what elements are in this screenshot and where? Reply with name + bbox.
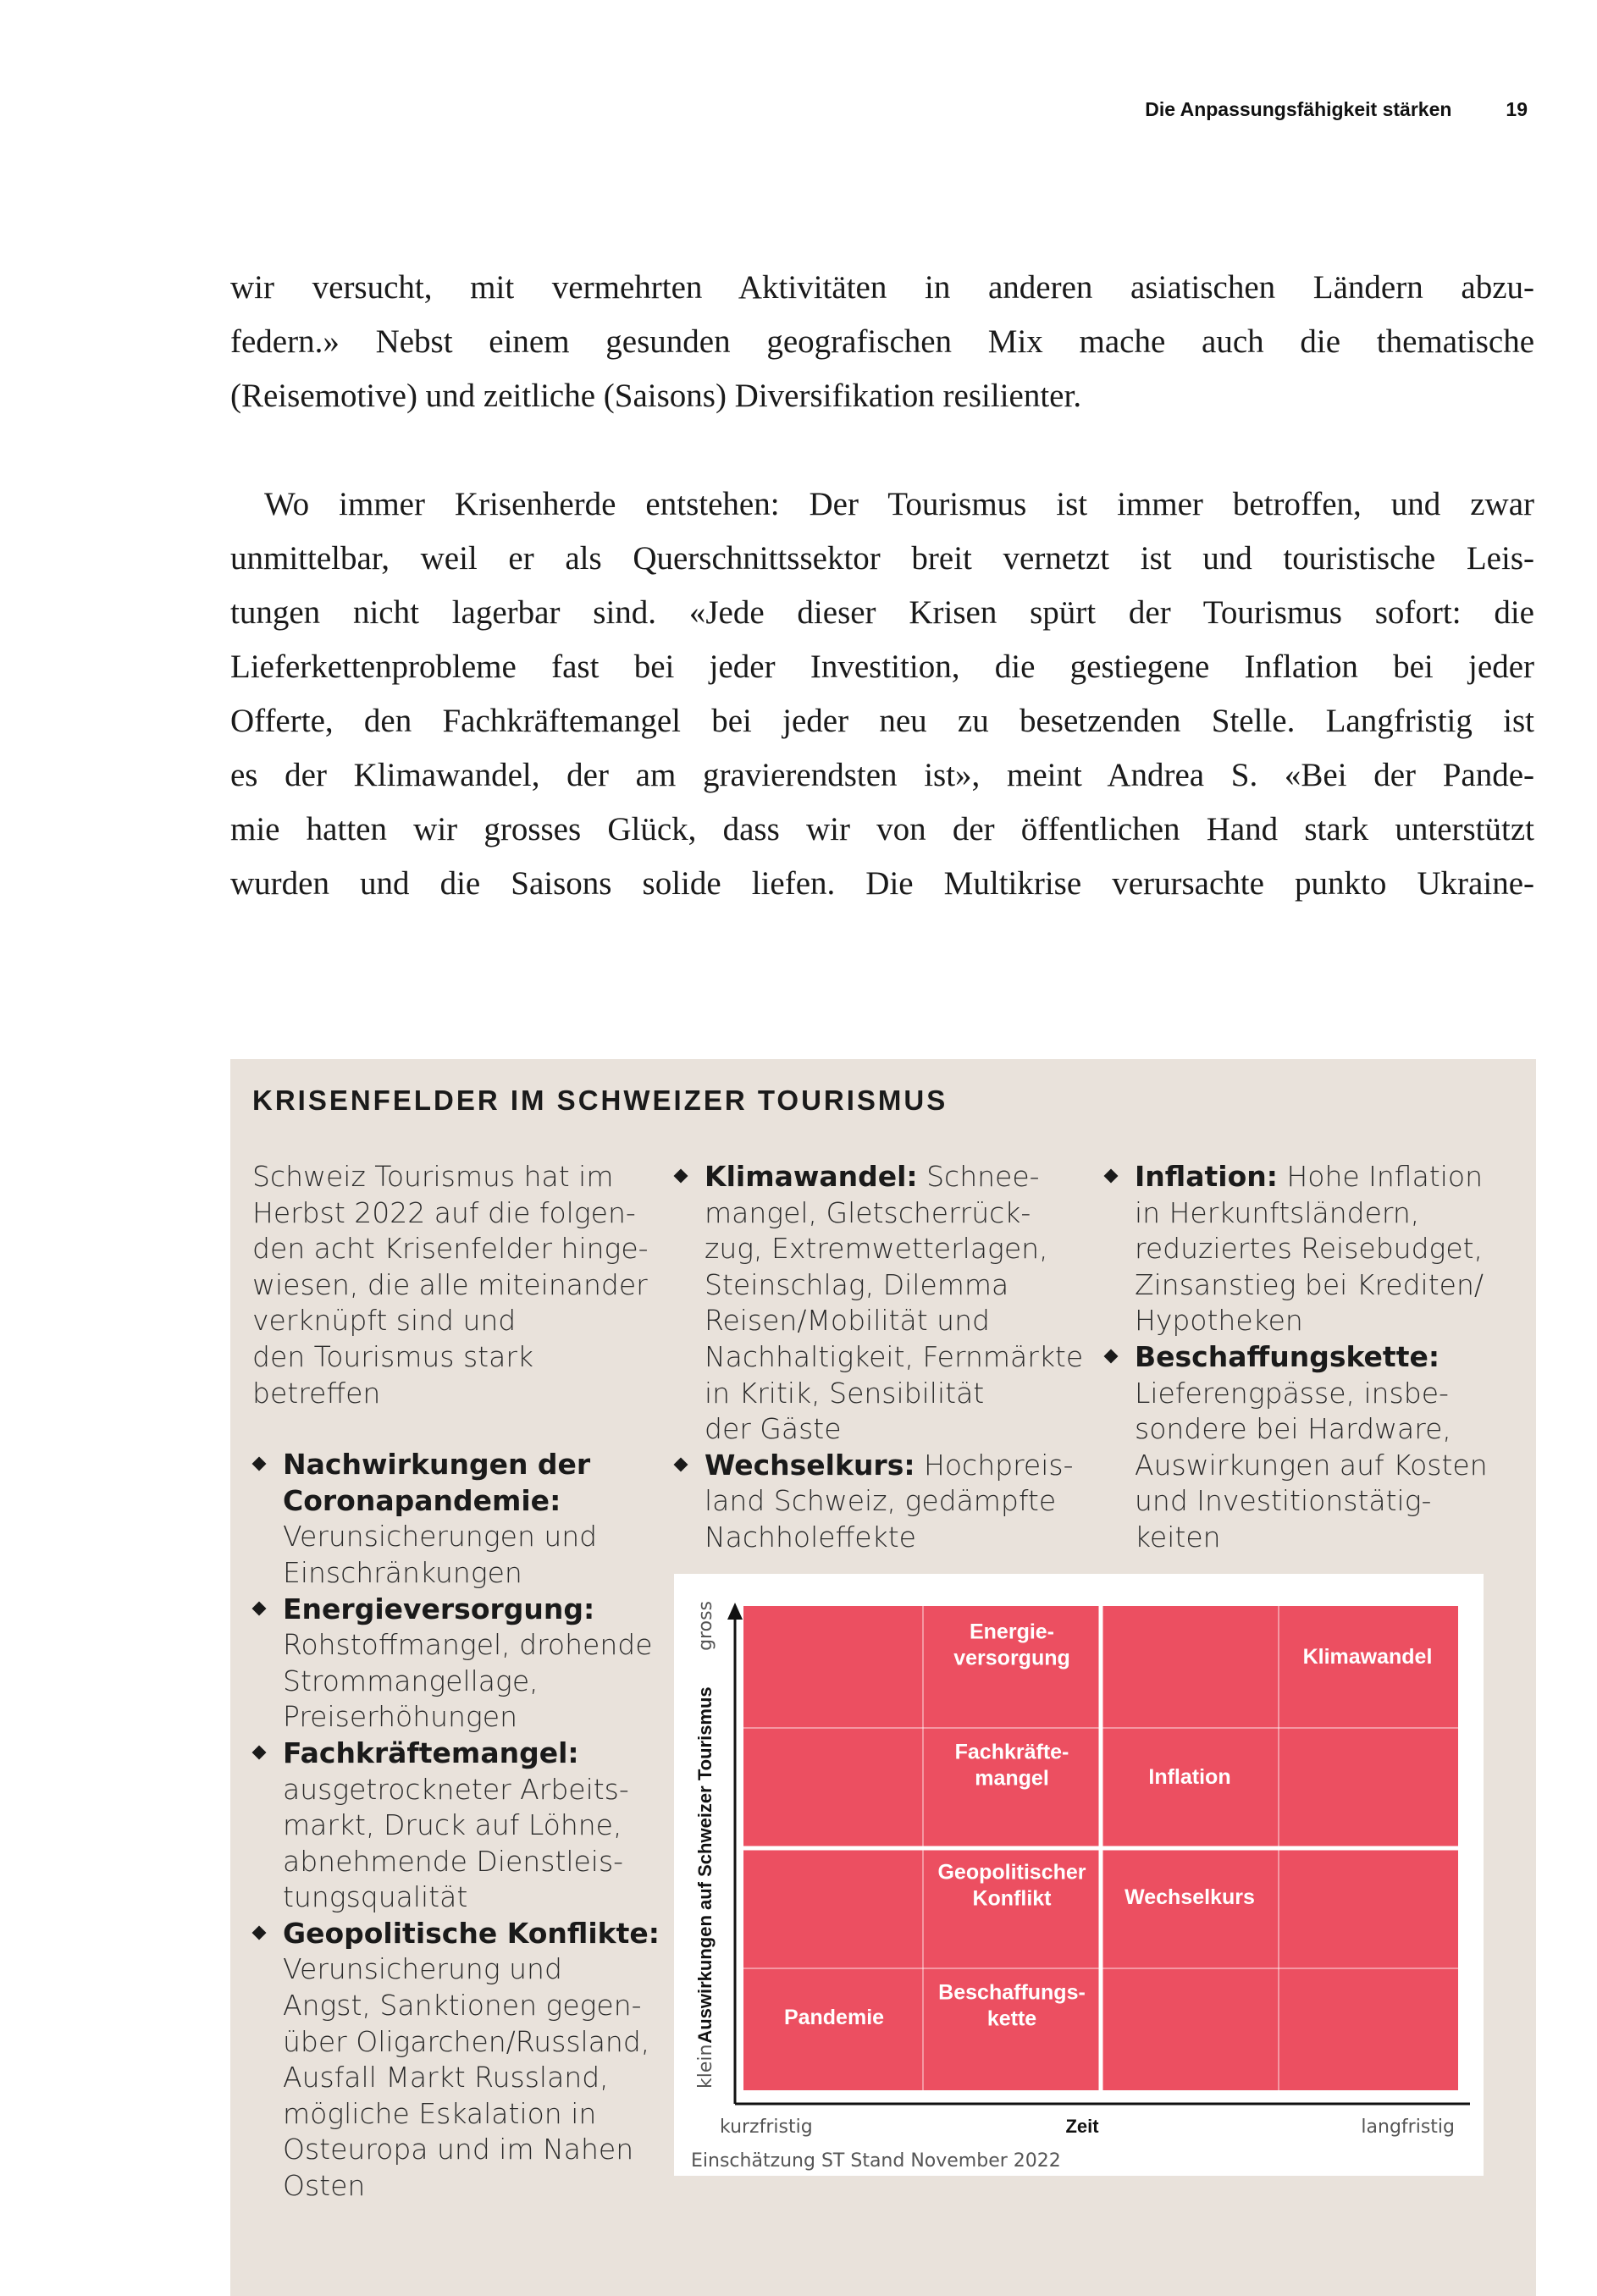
list-item bbox=[252, 1447, 650, 1591]
item-text: Reisen/Mobilität und bbox=[705, 1304, 990, 1338]
item-text: Hohe Inflation bbox=[1277, 1160, 1484, 1193]
matrix-cell-label-line: Inflation bbox=[1148, 1765, 1231, 1789]
item-title: Klimawandel: bbox=[705, 1160, 918, 1193]
item-text: Nachhaltigkeit, Fernmärkte bbox=[705, 1339, 1084, 1373]
paragraph-2 bbox=[230, 477, 1534, 911]
item-text: in Herkunftsländern, bbox=[1135, 1195, 1420, 1229]
text-line: tungen nicht lagerbar sind. «Jede dieser Krisen spürt der Tourismus sofort: die bbox=[230, 594, 1534, 631]
diamond-bullet-icon bbox=[252, 1925, 267, 1940]
matrix-cell-label-line: Fachkräfte- bbox=[954, 1740, 1069, 1764]
diamond-bullet-icon bbox=[252, 1601, 267, 1615]
list-item bbox=[674, 1159, 1084, 1448]
matrix-cell-label bbox=[1303, 1645, 1433, 1669]
matrix-cell-label-line: Konflikt bbox=[972, 1886, 1052, 1911]
item-text: Ausfall Markt Russland, bbox=[283, 2061, 609, 2095]
item-text: Hochpreis- bbox=[915, 1448, 1074, 1482]
list-item bbox=[1104, 1159, 1519, 1339]
item-text: und Investitionstätig- bbox=[1135, 1484, 1432, 1518]
diamond-bullet-icon bbox=[252, 1457, 267, 1471]
matrix-cell-label bbox=[1125, 1885, 1255, 1909]
item-text: Lieferengpässe, insbe- bbox=[1135, 1376, 1449, 1410]
running-head bbox=[999, 98, 1528, 121]
item-text: Angst, Sanktionen gegen- bbox=[283, 1989, 642, 2023]
item-title: Beschaffungskette: bbox=[1135, 1339, 1440, 1373]
x-axis-low-label: kurzfristig bbox=[720, 2117, 813, 2138]
item-text: Auswirkungen auf Kosten bbox=[1135, 1448, 1488, 1482]
item-text: Nachholeffekte bbox=[705, 1520, 916, 1554]
section-title: Die Anpassungsfähigkeit stärken bbox=[1145, 98, 1452, 120]
intro-line: Schweiz Tourismus hat im bbox=[252, 1160, 614, 1193]
list-item bbox=[674, 1448, 1080, 1556]
item-title: Nachwirkungen der bbox=[283, 1448, 591, 1482]
matrix-cell-label-line: Energie- bbox=[969, 1620, 1055, 1644]
matrix-cell-label-line: kette bbox=[986, 2006, 1037, 2031]
matrix-cell-label-line: mangel bbox=[975, 1766, 1049, 1791]
item-text: über Oligarchen/Russland, bbox=[283, 2024, 650, 2058]
info-box bbox=[230, 1059, 1536, 2296]
item-text: sondere bei Hardware, bbox=[1135, 1412, 1451, 1446]
intro-line: betreffen bbox=[252, 1376, 381, 1410]
diamond-bullet-icon bbox=[674, 1457, 688, 1471]
column-2 bbox=[674, 1159, 1084, 1556]
y-axis-arrow-icon bbox=[727, 1603, 743, 1620]
item-text: markt, Druck auf Löhne, bbox=[283, 1808, 622, 1842]
text-line: federn.» Nebst einem gesunden geografischen Mix mache auch die thematische bbox=[230, 323, 1534, 360]
item-title: Fachkräftemangel: bbox=[283, 1736, 579, 1769]
item-text: land Schweiz, gedämpfte bbox=[705, 1484, 1057, 1518]
item-text: der Gäste bbox=[705, 1412, 842, 1446]
item-title: Inflation: bbox=[1135, 1160, 1278, 1193]
item-title: Geopolitische Konflikte: bbox=[283, 1916, 660, 1950]
item-text: Osten bbox=[283, 2169, 366, 2203]
matrix-cell-label-line: Wechselkurs bbox=[1125, 1885, 1255, 1909]
item-text: Strommangellage, bbox=[283, 1664, 539, 1697]
text-line: (Reisemotive) und zeitliche (Saisons) Diversifikation resilienter. bbox=[230, 378, 1082, 414]
x-axis-high-label: langfristig bbox=[1361, 2117, 1455, 2138]
item-text: Schnee- bbox=[917, 1160, 1040, 1193]
item-text: Einschränkungen bbox=[283, 1555, 522, 1589]
text-line: wir versucht, mit vermehrten Aktivitäten in anderen asiatischen Ländern abzu- bbox=[230, 269, 1534, 306]
diamond-bullet-icon bbox=[1104, 1349, 1119, 1363]
intro-line: verknüpft sind und bbox=[252, 1304, 517, 1338]
text-line: Lieferkettenprobleme fast bei jeder Investition, die gestiegene Inflation bei jeder bbox=[230, 649, 1534, 685]
paragraph-1 bbox=[230, 261, 1534, 423]
item-text: in Kritik, Sensibilität bbox=[705, 1376, 985, 1410]
x-axis-label: Zeit bbox=[1065, 2116, 1099, 2137]
matrix-svg bbox=[674, 1574, 1484, 2176]
matrix-cell-label bbox=[784, 2006, 884, 2029]
box-title: KRISENFELDER IM SCHWEIZER TOURISMUS bbox=[252, 1085, 948, 1116]
text-line: Wo immer Krisenherde entstehen: Der Tourismus ist immer betroffen, und zwar bbox=[264, 486, 1534, 522]
intro-line: den acht Krisenfelder hinge- bbox=[252, 1232, 649, 1266]
list-item bbox=[252, 1736, 650, 1916]
item-text: mögliche Eskalation in bbox=[283, 2096, 597, 2130]
matrix-cell-label-line: Geopolitischer bbox=[937, 1860, 1086, 1885]
column-1 bbox=[252, 1159, 660, 2205]
y-axis-low-label: klein bbox=[695, 2044, 716, 2089]
item-text: zug, Extremwetterlagen, bbox=[705, 1232, 1048, 1266]
matrix-cell-label-line: Pandemie bbox=[783, 2006, 885, 2029]
diamond-bullet-icon bbox=[674, 1169, 688, 1184]
text-line: Offerte, den Fachkräftemangel bei jeder neu zu besetzenden Stelle. Langfristig ist bbox=[230, 703, 1534, 739]
y-axis-label: Auswirkungen auf Schweizer Tourismus bbox=[694, 1686, 716, 2044]
matrix-cell-label-line: Beschaffungs- bbox=[938, 1980, 1086, 2005]
list-item bbox=[1104, 1339, 1519, 1556]
item-text: Zinsanstieg bei Krediten/ bbox=[1135, 1267, 1484, 1301]
list-item bbox=[252, 1916, 660, 2205]
intro-line: den Tourismus stark bbox=[252, 1339, 534, 1373]
text-line: es der Klimawandel, der am gravierendsten ist», meint Andrea S. «Bei der Pande- bbox=[230, 757, 1534, 793]
item-text: keiten bbox=[1135, 1520, 1221, 1554]
matrix-cell-label-line: Klimawandel bbox=[1302, 1645, 1433, 1669]
item-text: mangel, Gletscherrück- bbox=[705, 1195, 1031, 1229]
text-line: unmittelbar, weil er als Querschnittssektor breit vernetzt ist und touristische Leis- bbox=[230, 540, 1534, 577]
diamond-bullet-icon bbox=[252, 1745, 267, 1759]
source-note: Einschätzung ST Stand November 2022 bbox=[691, 2150, 1061, 2172]
crisis-matrix bbox=[674, 1574, 1484, 2176]
intro-line: Herbst 2022 auf die folgen- bbox=[252, 1195, 636, 1229]
item-text: reduziertes Reisebudget, bbox=[1135, 1232, 1484, 1266]
item-text: Preiserhöhungen bbox=[283, 1700, 517, 1734]
text-line: wurden und die Saisons solide liefen. Die Multikrise verursachte punkto Ukraine- bbox=[230, 865, 1534, 902]
item-text: Steinschlag, Dilemma bbox=[705, 1267, 1009, 1301]
matrix-cell-label bbox=[1148, 1765, 1230, 1789]
intro-line: wiesen, die alle miteinander bbox=[252, 1267, 648, 1301]
item-text: tungsqualität bbox=[283, 1880, 468, 1914]
column-3 bbox=[1104, 1159, 1519, 1556]
item-title: Energieversorgung: bbox=[283, 1592, 595, 1625]
item-title: Coronapandemie: bbox=[283, 1483, 561, 1517]
item-text: Rohstoffmangel, drohende bbox=[283, 1628, 653, 1662]
y-axis-high-label: gross bbox=[695, 1601, 716, 1651]
diamond-bullet-icon bbox=[1104, 1169, 1119, 1184]
matrix-cell-label-line: versorgung bbox=[953, 1646, 1070, 1670]
text-line: mie hatten wir grosses Glück, dass wir von der öffentlichen Hand stark unterstützt bbox=[230, 811, 1534, 847]
page-number: 19 bbox=[1506, 98, 1528, 120]
item-title: Wechselkurs: bbox=[705, 1448, 915, 1482]
item-text: ausgetrockneter Arbeits- bbox=[283, 1772, 629, 1806]
list-item bbox=[252, 1592, 653, 1736]
item-text: Verunsicherungen und bbox=[283, 1520, 598, 1554]
item-text: Verunsicherung und bbox=[283, 1952, 562, 1986]
item-text: abnehmende Dienstleis- bbox=[283, 1844, 624, 1878]
item-text: Hypotheken bbox=[1135, 1304, 1303, 1338]
item-text: Osteuropa und im Nahen bbox=[283, 2133, 634, 2166]
